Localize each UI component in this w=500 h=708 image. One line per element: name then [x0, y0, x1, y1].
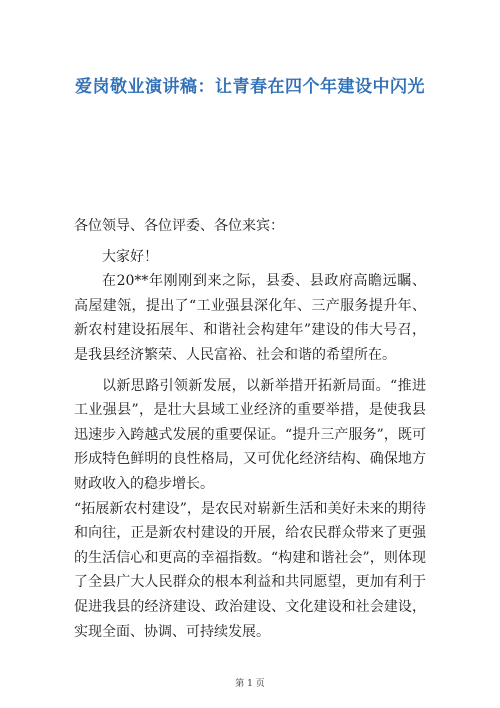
salutation: 各位领导、各位评委、各位来宾： — [74, 218, 284, 234]
document-title: 爱岗敬业演讲稿：让青春在四个年建设中闪光 — [75, 77, 425, 97]
paragraph-2: 以新思路引领新发展，以新举措开拓新局面。“推进工业强县”，是壮大县域工业经济的重要举措，是使我县迅速步入跨越式发展的重要保证。“提升三产服务”，既可形成特色鲜明的良性格局，又可优化经济结构、确保地方财政收入的稳步增长。 — [74, 377, 426, 492]
greeting: 大家好！ — [102, 248, 158, 265]
page-number: 第 1 页 — [235, 679, 265, 689]
document-body — [74, 214, 426, 644]
paragraph-3: “拓展新农村建设”，是农民对崭新生活和美好未来的期待和向往，正是新农村建设的开展，给农民群众带来了更强的生活信心和更高的幸福指数。“构建和谐社会”，则体现了全县广大人民群众的根本利益和共同愿望，更加有利于促进我县的经济建设、政治建设、文化建设和社会建设，实现全面、协调、可持续发展。 — [74, 500, 426, 640]
paragraph-1: 在20**年刚刚到来之际，县委、县政府高瞻远瞩、高屋建瓴，提出了“工业强县深化年、三产服务提升年、新农村建设拓展年、和谐社会构建年”建设的伟大号召，是我县经济繁荣、人民富裕、社会和谐的希望所在。 — [74, 273, 426, 363]
